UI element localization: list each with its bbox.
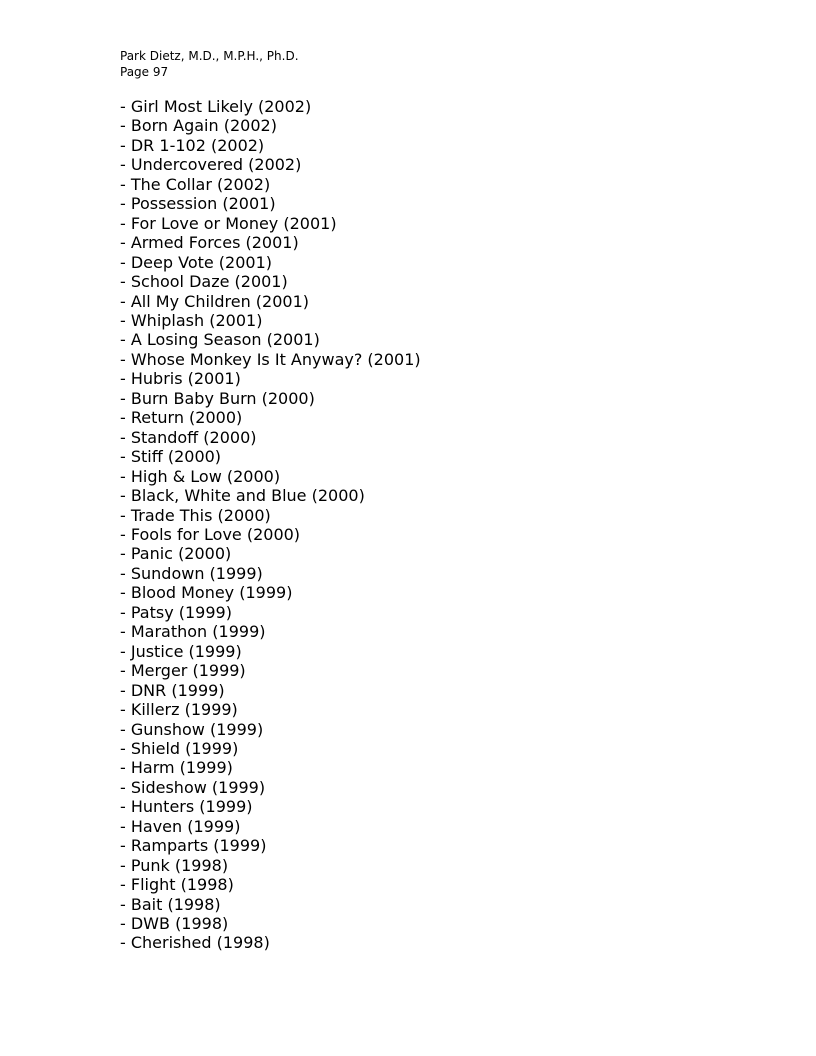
list-item: - Hubris (2001) xyxy=(120,369,241,389)
list-item: - Deep Vote (2001) xyxy=(120,252,273,272)
page-header xyxy=(120,48,299,80)
list-item: - Whose Monkey Is It Anyway? (2001) xyxy=(120,349,421,369)
list-item: - Blood Money (1999) xyxy=(120,583,293,603)
list-item: - The Collar (2002) xyxy=(120,174,271,194)
list-item: - Cherished (1998) xyxy=(120,933,270,953)
list-item: - Harm (1999) xyxy=(120,758,233,778)
list-item: - High & Low (2000) xyxy=(120,466,281,486)
list-item: - DR 1-102 (2002) xyxy=(120,135,265,155)
list-item: - Sundown (1999) xyxy=(120,563,263,583)
list-item: - Panic (2000) xyxy=(120,544,232,564)
list-item: - Fools for Love (2000) xyxy=(120,524,301,544)
list-item: - Hunters (1999) xyxy=(120,797,253,817)
list-item: - A Losing Season (2001) xyxy=(120,330,320,350)
list-item: - Return (2000) xyxy=(120,408,243,428)
list-item: - Killerz (1999) xyxy=(120,700,238,720)
list-item: - Black, White and Blue (2000) xyxy=(120,486,365,506)
list-item: - Flight (1998) xyxy=(120,875,234,895)
list-item: - Patsy (1999) xyxy=(120,602,232,622)
list-item: - For Love or Money (2001) xyxy=(120,213,337,233)
list-item: - Burn Baby Burn (2000) xyxy=(120,388,315,408)
list-item: - All My Children (2001) xyxy=(120,291,309,311)
list-item: - Merger (1999) xyxy=(120,661,246,681)
list-item: - Sideshow (1999) xyxy=(120,777,266,797)
list-item: - Girl Most Likely (2002) xyxy=(120,97,312,116)
list-item: - Ramparts (1999) xyxy=(120,836,267,856)
list-item: - Stiff (2000) xyxy=(120,447,222,467)
list-item: - Haven (1999) xyxy=(120,816,241,836)
list-item: - Undercovered (2002) xyxy=(120,155,302,175)
page-number: Page 97 xyxy=(120,65,169,79)
list-item: - Whiplash (2001) xyxy=(120,310,263,330)
list-item: - DWB (1998) xyxy=(120,914,229,934)
list-item: - Gunshow (1999) xyxy=(120,719,264,739)
list-item: - Justice (1999) xyxy=(120,641,242,661)
list-item: - Bait (1998) xyxy=(120,894,221,914)
list-item: - Armed Forces (2001) xyxy=(120,233,299,253)
list-item: - Possession (2001) xyxy=(120,194,276,214)
list-item: - Shield (1999) xyxy=(120,738,239,758)
list-item: - DNR (1999) xyxy=(120,680,225,700)
list-item: - School Daze (2001) xyxy=(120,272,288,292)
author-line: Park Dietz, M.D., M.P.H., Ph.D. xyxy=(120,49,299,63)
list-item: - Trade This (2000) xyxy=(120,505,271,525)
list-item: - Standoff (2000) xyxy=(120,427,257,447)
list-item: - Born Again (2002) xyxy=(120,116,277,136)
episode-list xyxy=(120,97,421,953)
list-item: - Punk (1998) xyxy=(120,855,229,875)
list-item: - Marathon (1999) xyxy=(120,622,266,642)
